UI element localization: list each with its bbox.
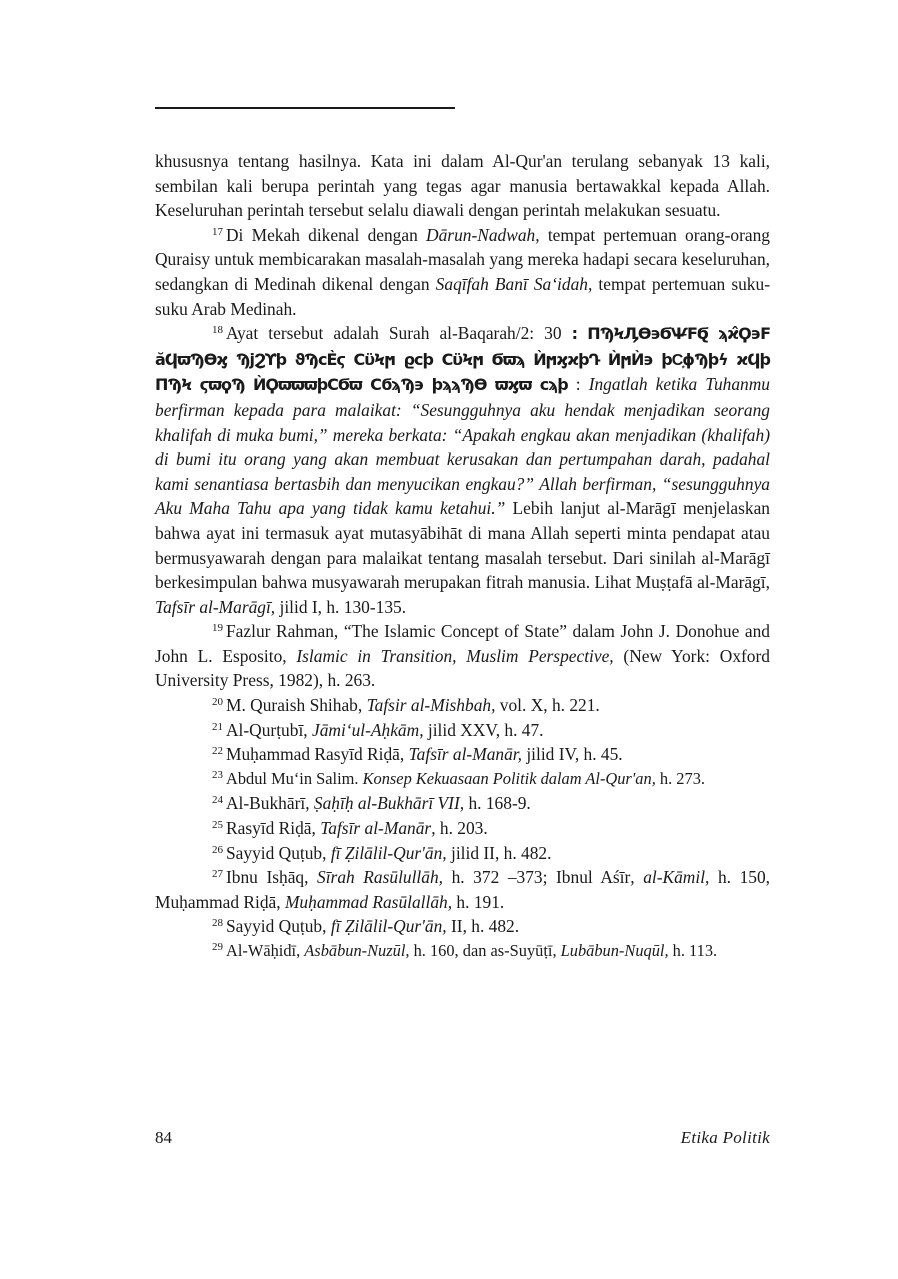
footnote-number: 24 — [212, 794, 223, 807]
running-book-title: Etika Politik — [680, 1128, 770, 1147]
footnote-19: $^{19}$ Fazlur Rahman, “The Islamic Concept of State” dalam John J. Donohue and John L. Esposito, Islamic in Transition, Muslim Perspective, (New York: Oxford University Press, 1982), h. 263. — [155, 621, 770, 691]
arabic-verse-text: : ΠϠϞӅϴ϶ϬѰ̵ϜϬ̢ ϡϰ̂Ϙ϶Ϝ ӑϤϖϠϴϗ ϠϳϨϒϸ ϑϠϲЀϛ ϹϋϞϻ ϱϲϸ ϹϋϞϻ Ϭϖϡ ЍϻϗϰϸԴ ЍϻЍ϶ ϸϹ͙ϕϠϸϟ ϰϤϸ ΠϠϞ ϛϖϙϠ ЍϘϖϖϖϸϹϬϖ ϹϭϡϠ϶ ϸϡϡϠϴ ϖϗϖ ϲϡϸ — [155, 324, 770, 395]
footnote-number: 18 — [212, 324, 223, 337]
footnote-20: $^{20}$ M. Quraish Shihab, Tafsir al-Mishbah, vol. X, h. 221. — [212, 695, 600, 716]
footnote-18: $^{18}$ Ayat tersebut adalah Surah al-Baqarah/2: 30 : ΠϠϞӅϴ϶ϬѰ̵ϜϬ̢ ϡϰ̂Ϙ϶Ϝ ӑϤϖϠϴϗ ϠϳϨϒϸ ϑϠϲЀϛ ϹϋϞϻ ϱϲϸ ϹϋϞϻ Ϭϖϡ ЍϻϗϰϸԴ ЍϻЍ϶ ϸϹ͙ϕϠϸϟ ϰϤϸ ΠϠϞ ϛϖϙϠ ЍϘϖϖϖϸϹϬϖ ϹϭϡϠ϶ ϸϡϡϠϴ ϖϗϖ ϲϡϸ : Ingatlah ketika Tuhanmu berfirman kepada para malaikat: “Sesungguhnya aku hendak menjadikan seorang khalifah di muka bumi,” mereka berkata: “Apakah engkau akan menjadikan (khalifah) di bumi itu orang yang akan membuat kerusakan dan pertumpahan darah, padahal kami senantiasa bertasbih dan menyucikan engkau?” Allah berfirman, “sesungguhnya Aku Maha Tahu apa yang tidak kamu ketahui.” Lebih lanjut al-Marāgī menjelaskan bahwa ayat ini termasuk ayat mutasyābihāt di mana Allah seperti minta pendapat atau bermusyawarah dengan para malaikat tentang masalah tersebut. Dari sinilah al-Marāgī berkesimpulan bahwa musyawarah merupakan fitrah manusia. Lihat Muṣṭafā al-Marāgī, Tafsīr al-Marāgī, jilid I, h. 130-135. — [155, 323, 771, 617]
footnote-number: 25 — [212, 818, 223, 831]
footnote-number: 27 — [212, 868, 223, 881]
footnote-number: 20 — [212, 696, 223, 709]
footnote-23: $^{23}$ Abdul Mu‘in Salim. Konsep Kekuasaan Politik dalam Al-Qur'an, h. 273. — [212, 768, 705, 788]
footnote-17: $^{17}$ Di Mekah dikenal dengan Dārun-Nadwah, tempat pertemuan orang-orang Quraisy untuk membicarakan masalah-masalah yang mereka hadapi secara keseluruhan, sedangkan di Medinah dikenal dengan Saqīfah Banī Sa‘idah, tempat pertemuan suku-suku Arab Medinah. — [155, 224, 771, 319]
footnote-number: 22 — [212, 745, 223, 758]
footnote-number: 29 — [212, 940, 223, 953]
footnote-number: 26 — [212, 843, 223, 856]
footnote-22: $^{22}$ Muḥammad Rasyīd Riḍā, Tafsīr al-Manār, jilid IV, h. 45. — [212, 744, 623, 765]
footnote-28: $^{28}$ Sayyid Quṭub, fī Ẓilālil-Qur'ān, II, h. 482. — [212, 916, 520, 937]
footnote-number: 23 — [212, 768, 223, 781]
footnotes-section — [155, 149, 770, 964]
page-number: 84 — [155, 1128, 172, 1147]
footnote-continuation: khususnya tentang hasilnya. Kata ini dalam Al-Qur'an terulang sebanyak 13 kali, sembilan kali berupa perintah yang tegas agar manusia bertawakkal kepada Allah. Keseluruhan perintah tersebut selalu diawali dengan perintah melakukan sesuatu. — [155, 151, 770, 221]
footnote-25: $^{25}$ Rasyīd Riḍā, Tafsīr al-Manār, h. 203. — [212, 818, 488, 839]
footnote-26: $^{26}$ Sayyid Quṭub, fī Ẓilālil-Qur'ān, jilid II, h. 482. — [212, 842, 552, 863]
footnote-number: 19 — [212, 622, 223, 635]
page-footer — [155, 1128, 770, 1152]
footnote-number: 28 — [212, 917, 223, 930]
footnote-number: 17 — [212, 225, 223, 238]
footnote-21: $^{21}$ Al-Qurṭubī, Jāmi‘ul-Aḥkām, jilid XXV, h. 47. — [212, 719, 544, 740]
footnote-separator-rule — [155, 107, 455, 109]
footnote-24: $^{24}$ Al-Bukhārī, Ṣaḥīḥ al-Bukhārī VII, h. 168-9. — [212, 793, 531, 814]
footnote-27: $^{27}$ Ibnu Isḥāq, Sīrah Rasūlullāh, h. 372 –373; Ibnul Aśīr, al-Kāmil, h. 150, Muḥammad Riḍā, Muḥammad Rasūlallāh, h. 191. — [155, 867, 770, 912]
footnote-number: 21 — [212, 720, 223, 733]
footnote-29: $^{29}$ Al-Wāḥidī, Asbābun-Nuzūl, h. 160, dan as-Suyūṭī, Lubābun-Nuqūl, h. 113. — [212, 940, 718, 960]
